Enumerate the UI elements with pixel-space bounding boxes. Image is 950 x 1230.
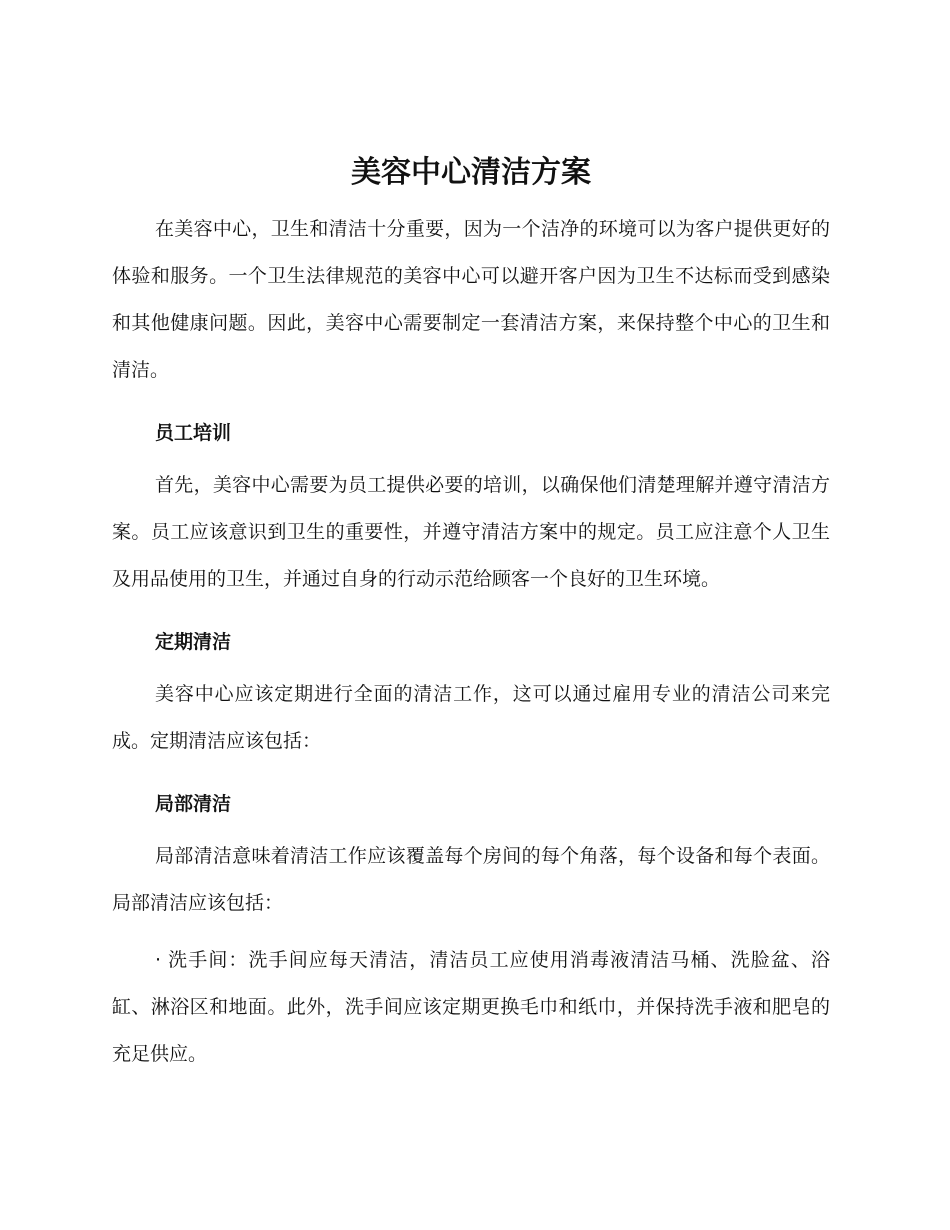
document-title: 美容中心清洁方案	[351, 155, 591, 190]
section-heading-regular-cleaning: 定期清洁	[155, 631, 232, 653]
intro-paragraph: 在美容中心，卫生和清洁十分重要，因为一个洁净的环境可以为客户提供更好的体验和服务。一个卫生法律规范的美容中心可以避开客户因为卫生不达标而受到感染和其他健康问题。因此，美容中心需要制定一套清洁方案，来保持整个中心的卫生和清洁。	[112, 218, 830, 381]
section-body-local-cleaning: 局部清洁意味着清洁工作应该覆盖每个房间的每个角落，每个设备和每个表面。局部清洁应该包括：	[112, 845, 830, 914]
section-heading-staff-training: 员工培训	[155, 422, 232, 444]
section-body-regular-cleaning: 美容中心应该定期进行全面的清洁工作，这可以通过雇用专业的清洁公司来完成。定期清洁应该包括：	[112, 683, 830, 752]
section-heading-local-cleaning: 局部清洁	[155, 793, 232, 815]
document-content	[112, 150, 830, 1078]
section-body-staff-training: 首先，美容中心需要为员工提供必要的培训，以确保他们清楚理解并遵守清洁方案。员工应该意识到卫生的重要性，并遵守清洁方案中的规定。员工应注意个人卫生及用品使用的卫生，并通过自身的行动示范给顾客一个良好的卫生环境。	[112, 474, 830, 590]
bullet-restroom: · 洗手间：洗手间应每天清洁，清洁员工应使用消毒液清洁马桶、洗脸盆、浴缸、淋浴区和地面。此外，洗手间应该定期更换毛巾和纸巾，并保持洗手液和肥皂的充足供应。	[112, 949, 830, 1065]
